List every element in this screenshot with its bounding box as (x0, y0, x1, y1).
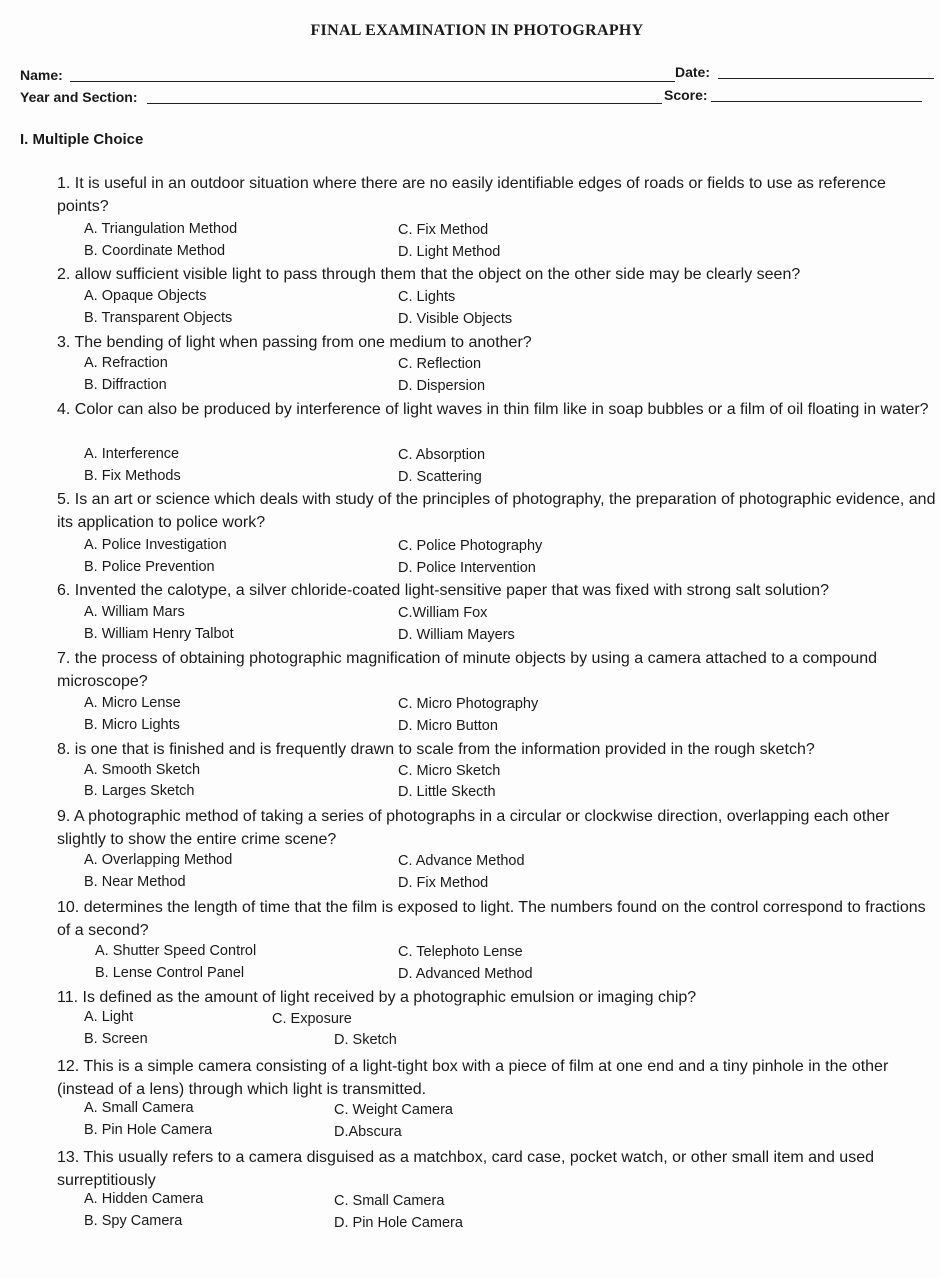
q8-option-b: B. Larges Sketch (84, 783, 195, 799)
q1-option-a: A. Triangulation Method (84, 221, 238, 237)
question-8: 8. is one that is finished and is frequently drawn to scale from the information provided in the rough sketch? (57, 741, 815, 758)
score-label: Score: (664, 87, 708, 103)
q7-option-a: A. Micro Lense (84, 695, 181, 711)
q3-option-c: C. Reflection (398, 356, 482, 372)
q11-option-c: C. Exposure (272, 1011, 352, 1027)
q9-option-c: C. Advance Method (398, 853, 525, 869)
q13-option-a: A. Hidden Camera (84, 1191, 204, 1207)
q8-option-a: A. Smooth Sketch (84, 762, 201, 778)
q4-option-a: A. Interference (84, 446, 180, 462)
q13-option-d: D. Pin Hole Camera (334, 1215, 463, 1231)
question-6: 6. Invented the calotype, a silver chloride-coated light-sensitive paper that was fixed with strong salt solution? (57, 582, 829, 599)
question-7: 7. the process of obtaining photographic magnification of minute objects by using a camera attached to a compound microscope? (57, 650, 878, 690)
date-label: Date: (675, 64, 711, 80)
q5-option-b: B. Police Prevention (84, 559, 215, 575)
q6-option-a: A. William Mars (84, 604, 185, 620)
q2-option-b: B. Transparent Objects (84, 310, 233, 326)
q6-option-d: D. William Mayers (398, 627, 515, 643)
name-line (70, 81, 675, 82)
score-line (711, 101, 922, 102)
q13-option-b: B. Spy Camera (84, 1213, 183, 1229)
q3-option-d: D. Dispersion (398, 378, 486, 394)
year-section-label: Year and Section: (20, 89, 138, 105)
q5-option-a: A. Police Investigation (84, 537, 227, 553)
year-section-line (147, 103, 662, 104)
q7-option-b: B. Micro Lights (84, 717, 180, 733)
question-3: 3. The bending of light when passing from one medium to another? (57, 334, 532, 351)
question-5: 5. Is an art or science which deals with study of the principles of photography, the preparation of photographic evidence, and its application to police work? (57, 491, 936, 531)
q9-option-b: B. Near Method (84, 874, 186, 890)
question-13: 13. This usually refers to a camera disguised as a matchbox, card case, pocket watch, or other small item and used surreptitiously (57, 1149, 874, 1189)
date-line (718, 78, 934, 79)
q1-option-b: B. Coordinate Method (84, 243, 226, 259)
q8-option-c: C. Micro Sketch (398, 763, 501, 779)
q10-option-c: C. Telephoto Lense (398, 944, 523, 960)
q4-option-b: B. Fix Methods (84, 468, 181, 484)
q6-option-b: B. William Henry Talbot (84, 626, 234, 642)
q4-option-c: C. Absorption (398, 447, 486, 463)
q1-option-c: C. Fix Method (398, 222, 489, 238)
q9-option-d: D. Fix Method (398, 875, 489, 891)
q12-option-d: D.Abscura (334, 1124, 402, 1140)
q6-option-c: C.William Fox (398, 605, 488, 621)
q10-option-a: A. Shutter Speed Control (95, 943, 257, 959)
question-4: 4. Color can also be produced by interference of light waves in thin film like in soap bubbles or a film of oil floating in water? (57, 401, 929, 418)
exam-title: FINAL EXAMINATION IN PHOTOGRAPHY (310, 22, 644, 39)
q11-option-a: A. Light (84, 1009, 134, 1025)
q10-option-d: D. Advanced Method (398, 966, 533, 982)
q5-option-c: C. Police Photography (398, 538, 543, 554)
section-title: I. Multiple Choice (20, 131, 144, 148)
q3-option-b: B. Diffraction (84, 377, 167, 393)
q12-option-c: C. Weight Camera (334, 1102, 453, 1118)
q9-option-a: A. Overlapping Method (84, 852, 233, 868)
q7-option-c: C. Micro Photography (398, 696, 539, 712)
q2-option-d: D. Visible Objects (398, 311, 513, 327)
question-10: 10. determines the length of time that the film is exposed to light. The numbers found on the control correspond to fractions of a second? (57, 899, 926, 939)
q7-option-d: D. Micro Button (398, 718, 498, 734)
q2-option-a: A. Opaque Objects (84, 288, 207, 304)
q12-option-b: B. Pin Hole Camera (84, 1122, 213, 1138)
question-9: 9. A photographic method of taking a series of photographs in a circular or clockwise direction, overlapping each other slightly to show the entire crime scene? (57, 808, 890, 848)
q12-option-a: A. Small Camera (84, 1100, 194, 1116)
question-1: 1. It is useful in an outdoor situation where there are no easily identifiable edges of roads or fields to use as reference points? (57, 175, 886, 215)
question-2: 2. allow sufficient visible light to pass through them that the object on the other side may be clearly seen? (57, 266, 801, 283)
q11-option-d: D. Sketch (334, 1032, 397, 1048)
q1-option-d: D. Light Method (398, 244, 501, 260)
q10-option-b: B. Lense Control Panel (95, 965, 245, 981)
question-11: 11. Is defined as the amount of light received by a photographic emulsion or imaging chip? (57, 989, 697, 1006)
question-12: 12. This is a simple camera consisting of a light-tight box with a piece of film at one end and a tiny pinhole in the other (instead of a lens) through which light is transmitted. (57, 1058, 889, 1098)
q4-option-d: D. Scattering (398, 469, 482, 485)
q8-option-d: D. Little Skecth (398, 784, 496, 800)
q11-option-b: B. Screen (84, 1031, 148, 1047)
name-label: Name: (20, 67, 63, 83)
q13-option-c: C. Small Camera (334, 1193, 445, 1209)
q2-option-c: C. Lights (398, 289, 456, 305)
q5-option-d: D. Police Intervention (398, 560, 536, 576)
q3-option-a: A. Refraction (84, 355, 168, 371)
